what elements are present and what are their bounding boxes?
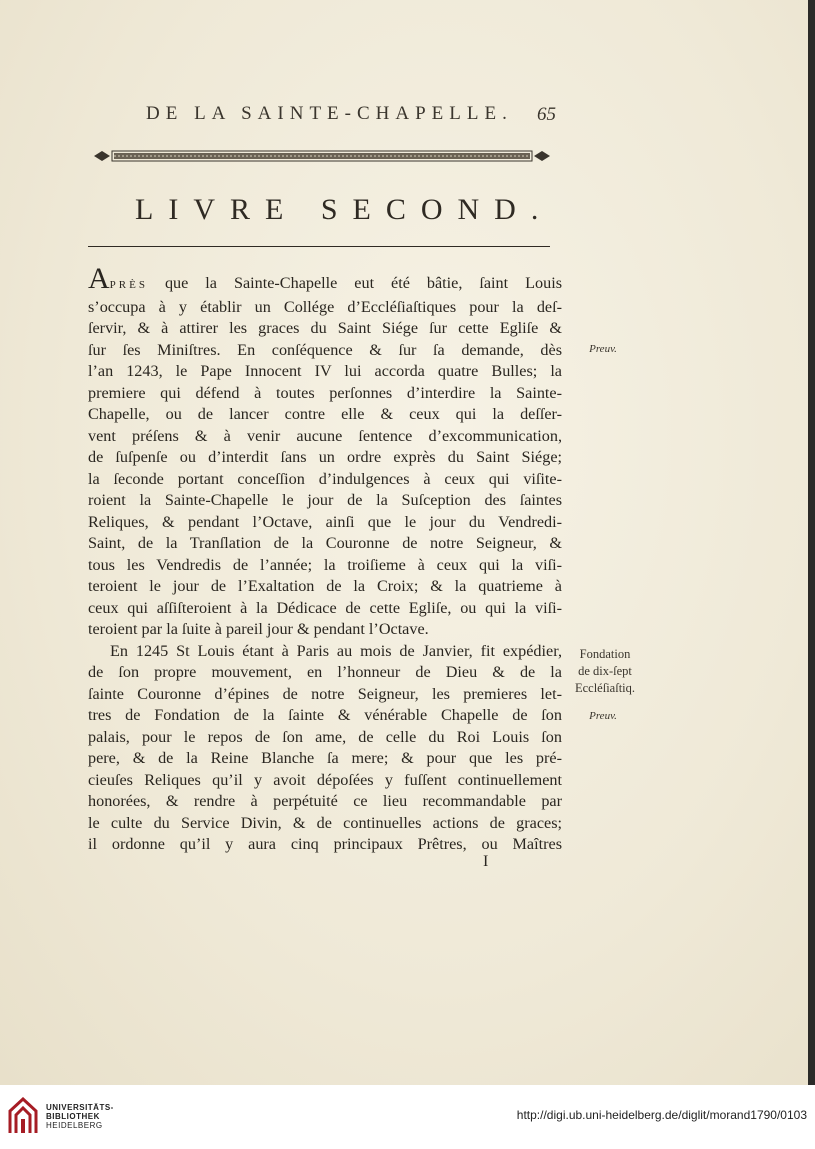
text-line: teroient par la ſuite à pareil jour & pendant l’Octave.	[88, 620, 429, 638]
text-line: ſainte Couronne d’épines de notre Seigneur, les premieres let-	[88, 684, 562, 703]
text-line: vent préſens & à venir aucune ſentence d’excommunication,	[88, 426, 562, 445]
text-line: la ſeconde portant conceſſion d’indulgences à ceux qui viſite-	[88, 469, 562, 488]
text-line: Reliques, & pendant l’Octave, ainſi que le jour du Vendredi-	[88, 512, 562, 531]
text-line: ceux qui aſſiſteroient à la Dédicace de cette Egliſe, ou qui la viſi-	[88, 598, 562, 617]
text-line: Saint, de la Tranſlation de la Couronne de notre Seigneur, &	[88, 534, 562, 552]
text-line: roient la Sainte-Chapelle le jour de la Suſception des ſaintes	[88, 491, 562, 509]
text-line: tous les Vendredis de l’année; la troiſieme à ceux qui la viſi-	[88, 555, 562, 574]
margin-note-preuv: Preuv.	[589, 710, 617, 722]
first-word-rest: PRÈS	[109, 279, 148, 291]
margin-note-line: de dix-ſept	[578, 664, 632, 678]
text-line: teroient le jour de l’Exaltation de la Croix; & la quatrieme à	[88, 577, 562, 595]
library-name	[46, 1103, 114, 1130]
text-line: s’occupa à y établir un Collége d’Eccléſiaſtiques pour la deſ-	[88, 297, 562, 316]
university-library-logo-icon	[8, 1097, 38, 1135]
footer-bar	[0, 1085, 815, 1149]
text-line: palais, pour le repos de ſon ame, de celle du Roi Louis ſon	[88, 727, 562, 746]
text-line: de ſon propre mouvement, en l’honneur de Dieu & de la	[88, 663, 562, 681]
title-rule	[88, 246, 550, 247]
page-number: 65	[537, 104, 556, 125]
text-line: ſervir, & à attirer les graces du Saint Siége ſur cette Egliſe &	[88, 319, 562, 337]
library-name-line: BIBLIOTHEK	[46, 1112, 100, 1121]
text-line: ſur ſes Miniſtres. En conſéquence & ſur ſa demande, dès	[88, 340, 562, 359]
first-line	[88, 262, 562, 297]
margin-note-line: Fondation	[579, 647, 631, 661]
margin-note-preuv: Preuv.	[589, 343, 617, 355]
text-line: de ſuſpenſe ou d’interdit ſans un ordre exprès du Saint Siége;	[88, 448, 562, 466]
text-line: premiere qui défend à toutes perſonnes d’interdire la Sainte-	[88, 383, 562, 402]
text-line: tres de Fondation de la ſainte & vénérable Chapelle de ſon	[88, 706, 562, 724]
text-line: le culte du Service Divin, & de continuelles actions de graces;	[88, 813, 562, 832]
text-line: il ordonne qu’il y aura cinq principaux Prêtres, ou Maîtres	[88, 835, 562, 853]
body-text	[88, 262, 562, 856]
margin-note-line: Eccléſiaſtiq.	[574, 681, 636, 695]
text-line: cieuſes Reliques qu’il y avoit dépoſées y fuſſent continuellement	[88, 770, 562, 789]
text-line: l’an 1243, le Pape Innocent IV lui accorda quatre Bulles; la	[88, 362, 562, 380]
ornament-divider	[92, 148, 552, 164]
running-head: DE LA SAINTE-CHAPELLE.	[146, 103, 513, 124]
library-name-line: UNIVERSITÄTS-	[46, 1103, 114, 1112]
book-title: LIVRE SECOND.	[135, 193, 554, 226]
source-url-link[interactable]: http://digi.ub.uni-heidelberg.de/diglit/morand1790/0103	[516, 1108, 807, 1122]
text-line: Chapelle, ou de lancer contre elle & ceux qui la deſſer-	[88, 405, 562, 423]
drop-cap: A	[88, 262, 110, 295]
margin-note-fondation	[566, 646, 644, 697]
text-line: honorées, & rendre à perpétuité ce lieu recommandable par	[88, 792, 562, 810]
text-line: En 1245 St Louis étant à Paris au mois de Janvier, fit expédier,	[110, 641, 562, 660]
text-line: pere, & de la Reine Blanche ſa mere; & pour que les pré-	[88, 749, 562, 767]
first-line-rest: que la Sainte-Chapelle eut été bâtie, ſaint Louis	[147, 274, 562, 292]
library-name-line: HEIDELBERG	[46, 1121, 103, 1130]
signature-mark: I	[483, 853, 489, 870]
